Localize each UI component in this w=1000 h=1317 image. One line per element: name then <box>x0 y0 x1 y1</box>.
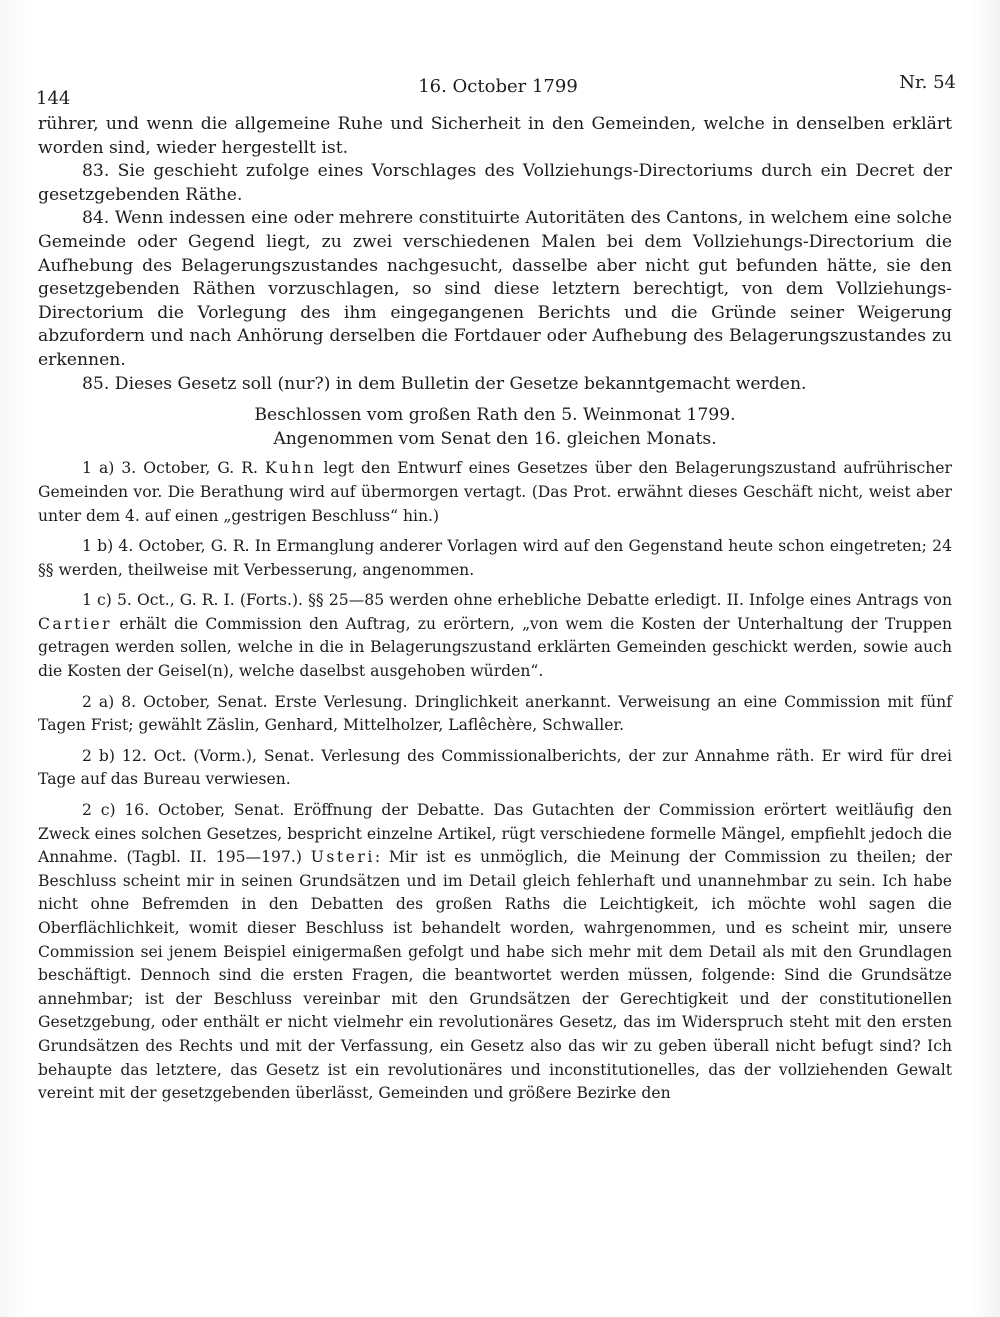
enactment-line-senate: Angenommen vom Senat den 16. gleichen Monats. <box>273 428 717 449</box>
note-2c <box>38 799 952 1106</box>
speaker-kuhn: Kuhn <box>265 459 317 478</box>
note-1c-lead: 1 c) 5. Oct., G. R. I. (Forts.). §§ 25—85 werden ohne erhebliche Debatte erledigt. II. Infolge eines Antrags von <box>82 591 952 610</box>
paragraph-85: 85. Dieses Gesetz soll (nur?) in dem Bulletin der Gesetze bekanntgemacht werden. <box>82 373 807 394</box>
page-header <box>36 72 960 109</box>
note-1c-text: erhält die Commission den Auftrag, zu erörtern, „von wem die Kosten der Unterhaltung der Truppen getragen werden sollen, welche in die in Belagerungszustand erklärten Gemeinden geschickt werden, sowie auch die Kosten der Geisel(n), welche daselbst ausgehoben würden“. <box>38 614 952 681</box>
document-number: Nr. 54 <box>899 72 956 93</box>
note-2b: 2 b) 12. Oct. (Vorm.), Senat. Verlesung des Commissionalberichts, der zur Annahme räth. Er wird für drei Tage auf das Bureau verwiesen. <box>38 746 952 789</box>
page-number: 144 <box>36 88 71 109</box>
note-1a-text: legt den Entwurf eines Gesetzes über den Belagerungszustand aufrührischer Gemeinden vor. Die Berathung wird auf übermorgen vertagt. (Das Prot. erwähnt dieses Geschäft nicht, weist aber unter dem 4. auf einen „gestrigen Beschluss“ hin.) <box>38 459 952 525</box>
header-date: 16. October 1799 <box>418 76 578 97</box>
note-2a: 2 a) 8. October, Senat. Erste Verlesung. Dringlichkeit anerkannt. Verweisung an eine Commission mit fünf Tagen Frist; gewählt Zäslin, Genhard, Mittelholzer, Laflêchère, Schwaller. <box>38 692 952 735</box>
enactment-line-great-council: Beschlossen vom großen Rath den 5. Weinmonat 1799. <box>254 405 736 426</box>
speaker-usteri: Usteri <box>310 848 375 867</box>
speaker-cartier: Cartier <box>38 614 113 633</box>
paragraph-84: 84. Wenn indessen eine oder mehrere constituirte Autoritäten des Cantons, in welchem eine solche Gemeinde oder Gegend liegt, zu zwei verschiedenen Malen bei dem Vollziehungs-Directorium die Aufhebung des Belagerungszustandes nachgesucht, dasselbe aber nicht gut befunden hätte, sie den gesetzgebenden Räthen vorzuschlagen, so sind diese letztern berechtigt, von dem Vollziehungs-Directorium die Vorlegung des ihm eingegangenen Berichts und die Gründe seiner Weigerung abzufordern und nach Anhörung derselben die Fortdauer oder Aufhebung des Belagerungszustandes zu erkennen. <box>38 208 952 370</box>
procedural-notes <box>38 457 952 1105</box>
note-2c-lead: 2 c) 16. October, Senat. Eröffnung der Debatte. Das Gutachten der Commission erörtert weitläufig den Zweck eines solchen Gesetzes, bespricht einzelne Artikel, rügt verschiedene formelle Mängel, empfiehlt jedoch die Annahme. (Tagbl. II. 195—197.) <box>38 801 952 867</box>
note-1c <box>38 589 952 683</box>
note-2c-text: : Mir ist es unmöglich, die Meinung der Commission zu theilen; der Beschluss scheint mir in seinen Grundsätzen und im Detail gleich fehlerhaft und unannehmbar zu sein. Ich habe nicht ohne Befremden in den Debatten des großen Raths die Leichtigkeit, ich möchte wohl sagen die Oberflächlichkeit, womit dieser Beschluss ist behandelt worden, wahrgenommen, und es scheint mir, unsere Commission sei jenem Beispiel einigermaßen gefolgt und habe sich mehr mit dem Detail als mit den Grundlagen beschäftigt. Dennoch sind die ersten Fragen, die beantwortet werden müssen, folgende: Sind die Grundsätze annehmbar; ist der Beschluss vereinbar mit den Grundsätzen der Gerechtigkeit und der constitutionellen Gesetzgebung, oder enthält er nicht vielmehr ein revolutionäres Gesetz, das im Widerspruch steht mit den ersten Grundsätzen des Rechts und mit der Verfassung, ein Gesetz also das wir zu geben überall nicht befugt sind? Ich behaupte das letztere, das Gesetz ist ein revolutionäres und inconstitutionelles, das der vollziehenden Gewalt vereint mit der gesetzgebenden überlässt, Gemeinden und größere Bezirke den <box>38 848 953 1103</box>
paragraph-83: 83. Sie geschieht zufolge eines Vorschlages des Vollziehungs-Directoriums durch ein Decret der gesetzgebenden Räthe. <box>38 161 952 205</box>
page-body <box>38 113 952 1106</box>
note-1a-lead: 1 a) 3. October, G. R. <box>82 459 266 478</box>
note-1a <box>38 457 952 528</box>
note-1b: 1 b) 4. October, G. R. In Ermanglung anderer Vorlagen wird auf den Gegenstand heute schon eingetreten; 24 §§ werden, theilweise mit Verbesserung, angenommen. <box>38 537 952 579</box>
paragraph-continuation: rührer, und wenn die allgemeine Ruhe und Sicherheit in den Gemeinden, welche in denselben erklärt worden sind, wieder hergestellt ist. <box>38 114 952 158</box>
law-text <box>38 113 952 396</box>
